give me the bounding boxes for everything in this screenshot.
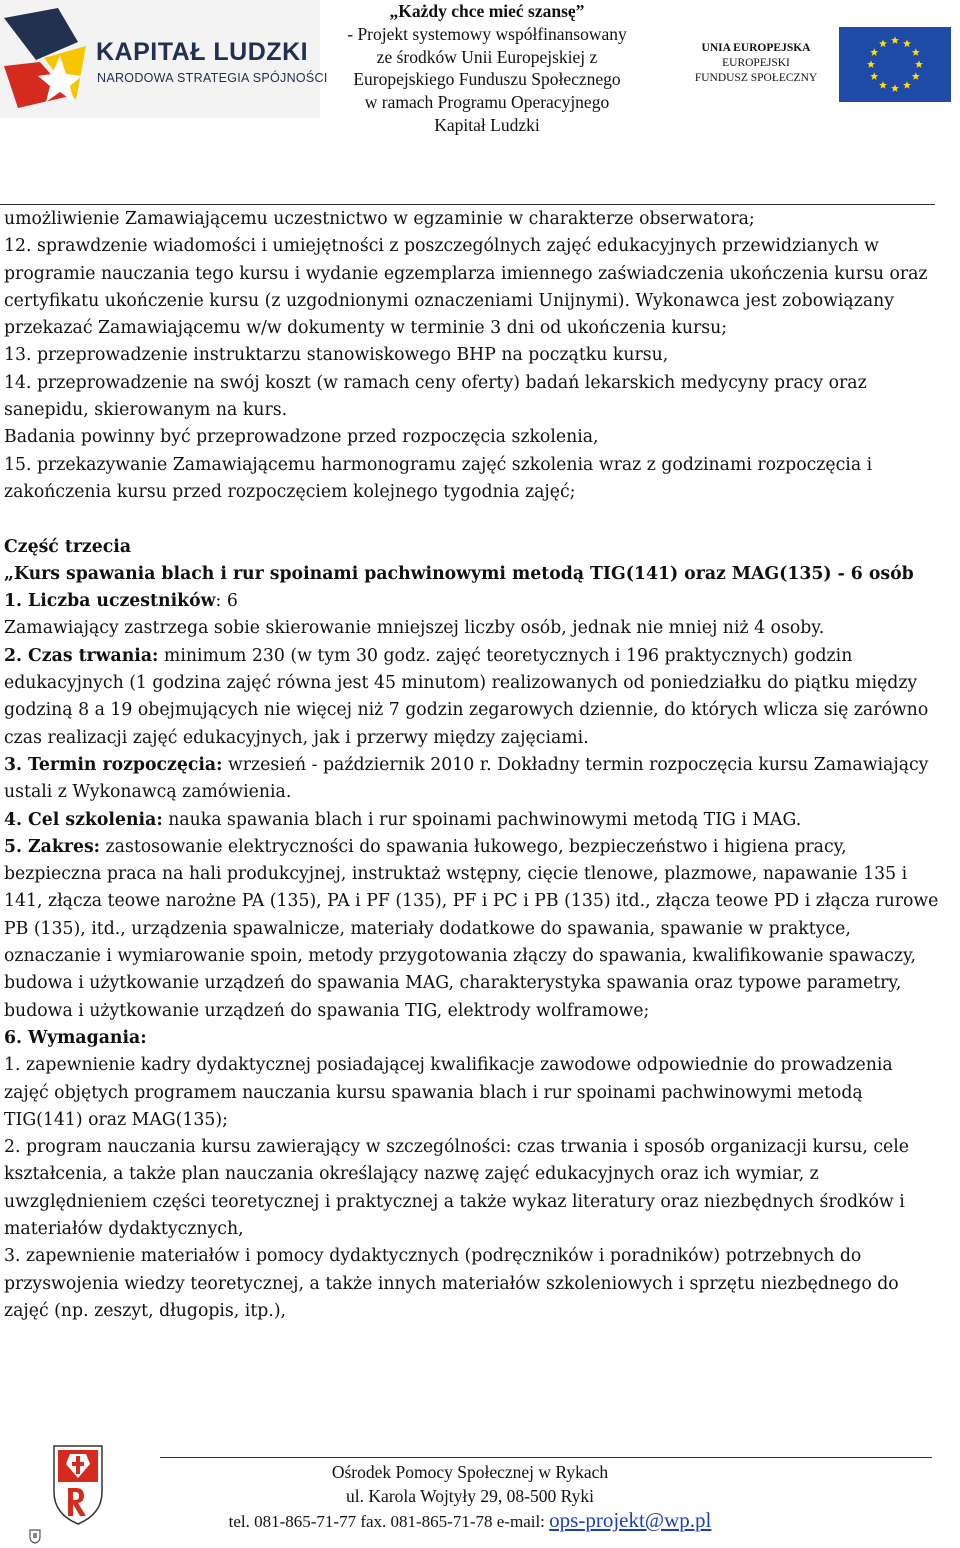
paragraph: 13. przeprowadzenie instruktarzu stanowiskowego BHP na początku kursu, <box>4 345 669 366</box>
project-line: ze środków Unii Europejskiej z <box>376 46 598 67</box>
course-title: „Kurs spawania blach i rur spoinami pachwinowymi metodą TIG(141) oraz MAG(135) - 6 osób <box>4 563 914 584</box>
eu-union-label: UNIA EUROPEJSKA <box>701 42 811 54</box>
paragraph: 14. przeprowadzenie na swój koszt (w ramach ceny oferty) badań lekarskich medycyny pracy oraz sanepidu, skierowanym na kurs. <box>4 372 867 421</box>
item-goal <box>4 807 939 834</box>
item-start-date <box>4 752 939 807</box>
footer-address: ul. Karola Wojtyły 29, 08-500 Ryki <box>346 1486 594 1506</box>
item-value: nauka spawania blach i rur spoinami pachwinowymi metodą TIG i MAG. <box>162 809 802 830</box>
eu-flag-icon <box>839 27 951 102</box>
paragraph: 15. przekazywanie Zamawiającemu harmonogramu zajęć szkolenia wraz z godzinami rozpoczęcia i zakończenia kursu przed rozpoczęciem kolejnego tygodnia zajęć; <box>4 454 873 502</box>
eu-label <box>676 41 836 86</box>
item-value: minimum 230 (w tym 30 godz. zajęć teoretycznych i 196 praktycznych) godzin edukacyjnych (1 godzina zajęć równa jest 45 minutom) realizowanych od poniedziałku do piątku między godziną 8 a 19 obejmujących nie więcej niż 7 godzin zegarowych dziennie, do których wlicza się zarówno czas realizacji zajęć edukacyjnych, jak i przerwy między zajęciami. <box>4 645 929 748</box>
small-emblem-icon <box>28 1528 42 1544</box>
item-value: : 6 <box>215 591 238 612</box>
requirement-item: 3. zapewnienie materiałów i pomocy dydaktycznych (podręczników i poradników) potrzebnych do przyswojenia wiedzy teoretycznej, a także innych materiałów szkoleniowych i sprzętu niezbędnego do zajęć (np. zeszyt, długopis, itp.), <box>4 1246 899 1321</box>
item-label: 2. Czas trwania: <box>4 645 159 666</box>
document-body <box>4 206 939 1325</box>
item-participants <box>4 588 939 615</box>
project-line: Kapitał Ludzki <box>434 114 540 135</box>
footer-org: Ośrodek Pomocy Społecznej w Rykach <box>331 1462 609 1482</box>
requirement-item: 1. zapewnienie kadry dydaktycznej posiadającej kwalifikacje zawodowe odpowiednie do prowadzenia zajęć objętych programem nauczania kursu spawania blach i rur spoinami pachwinowymi metodą TIG(141) oraz MAG(135); <box>4 1055 893 1130</box>
project-info <box>300 0 674 137</box>
footer-email-link[interactable]: ops-projekt@wp.pl <box>549 1508 712 1532</box>
paragraph: 12. sprawdzenie wiadomości i umiejętności z poszczególnych zajęć edukacyjnych przewidzianych w programie nauczania tego kursu i wydanie egzemplarza imiennego zaświadczenia ukończenia kursu oraz certyfikatu ukończenie kursu (z uzgodnionymi oznaczeniami Unijnymi). Wykonawca jest zobowiązany przekazać Zamawiającemu w/w dokumenty w terminie 3 dni od ukończenia kursu; <box>4 236 928 339</box>
kapital-ludzki-logo <box>0 0 328 118</box>
paragraph: Zamawiający zastrzega sobie skierowanie mniejszej liczby osób, jednak nie mniej niż 4 osoby. <box>4 618 825 639</box>
spacer <box>4 506 939 533</box>
page-footer <box>180 1460 760 1534</box>
item-value: zastosowanie elektryczności do spawania łukowego, bezpieczeństwo i higiena pracy, bezpieczna praca na hali produkcyjnej, instruktaż wstępny, cięcie tlenowe, plazmowe, napawanie 135 i 141, złącza teowe narożne PA (135), PA i PF (135), PF i PC i PB (135) itd., złącza teowe PD i złącza rurowe PB (135), itd., urządzenia spawalnicze, materiały dodatkowe do spawania, spawanie w praktyce, oznaczanie i wymiarowanie spoin, metody przygotowania złączy do spawania, kwalifikowanie spawaczy, budowa i użytkowanie urządzeń do spawania MAG, charakterystyka spawania oraz typowe parametry, budowa i użytkowanie urządzeń do spawania TIG, elektrody wolframowe; <box>4 836 939 1021</box>
item-scope <box>4 834 939 1025</box>
footer-phone-fax: tel. 081-865-71-77 fax. 081-865-71-78 e-mail: <box>228 1512 550 1531</box>
logo-subtitle: NARODOWA STRATEGIA SPÓJNOŚCI <box>97 71 328 85</box>
item-requirements-label: 6. Wymagania: <box>4 1027 147 1048</box>
item-duration <box>4 643 939 752</box>
coat-of-arms-icon <box>50 1442 106 1526</box>
project-line: Europejskiego Funduszu Społecznego <box>353 69 621 90</box>
requirement-item: 2. program nauczania kursu zawierający w szczególności: czas trwania i sposób organizacji kursu, cele kształcenia, a także plan nauczania określający nazwę zajęć edukacyjnych oraz ich wymiar, z uwzględnieniem części teoretycznej i praktycznej a także wykaz literatury oraz niezbędnych środków i materiałów dydaktycznych, <box>4 1137 910 1239</box>
footer-contact <box>180 1508 760 1534</box>
project-title: „Każdy chce mieć szansę” <box>389 1 585 21</box>
paragraph: Badania powinny być przeprowadzone przed rozpoczęcia szkolenia, <box>4 427 599 448</box>
item-value: wrzesień - październik 2010 r. Dokładny termin rozpoczęcia kursu Zamawiający ustali z Wykonawcą zamówienia. <box>4 754 929 803</box>
item-label: 3. Termin rozpoczęcia: <box>4 754 223 775</box>
item-label: 4. Cel szkolenia: <box>4 809 163 830</box>
eu-fund-label: FUNDUSZ SPOŁECZNY <box>694 72 818 84</box>
project-line: w ramach Programu Operacyjnego <box>364 92 610 113</box>
page-header <box>0 0 960 140</box>
footer-divider <box>160 1457 932 1458</box>
logo-title: KAPITAŁ LUDZKI <box>96 38 309 66</box>
header-divider <box>0 204 935 205</box>
eu-fund-label: EUROPEJSKI <box>722 57 790 69</box>
item-label: 5. Zakres: <box>4 836 101 857</box>
part-heading: Część trzecia <box>4 536 132 557</box>
paragraph: umożliwienie Zamawiającemu uczestnictwo w egzaminie w charakterze obserwatora; <box>4 209 755 229</box>
item-label: 1. Liczba uczestników <box>4 591 216 612</box>
project-line: - Projekt systemowy współfinansowany <box>347 23 627 44</box>
